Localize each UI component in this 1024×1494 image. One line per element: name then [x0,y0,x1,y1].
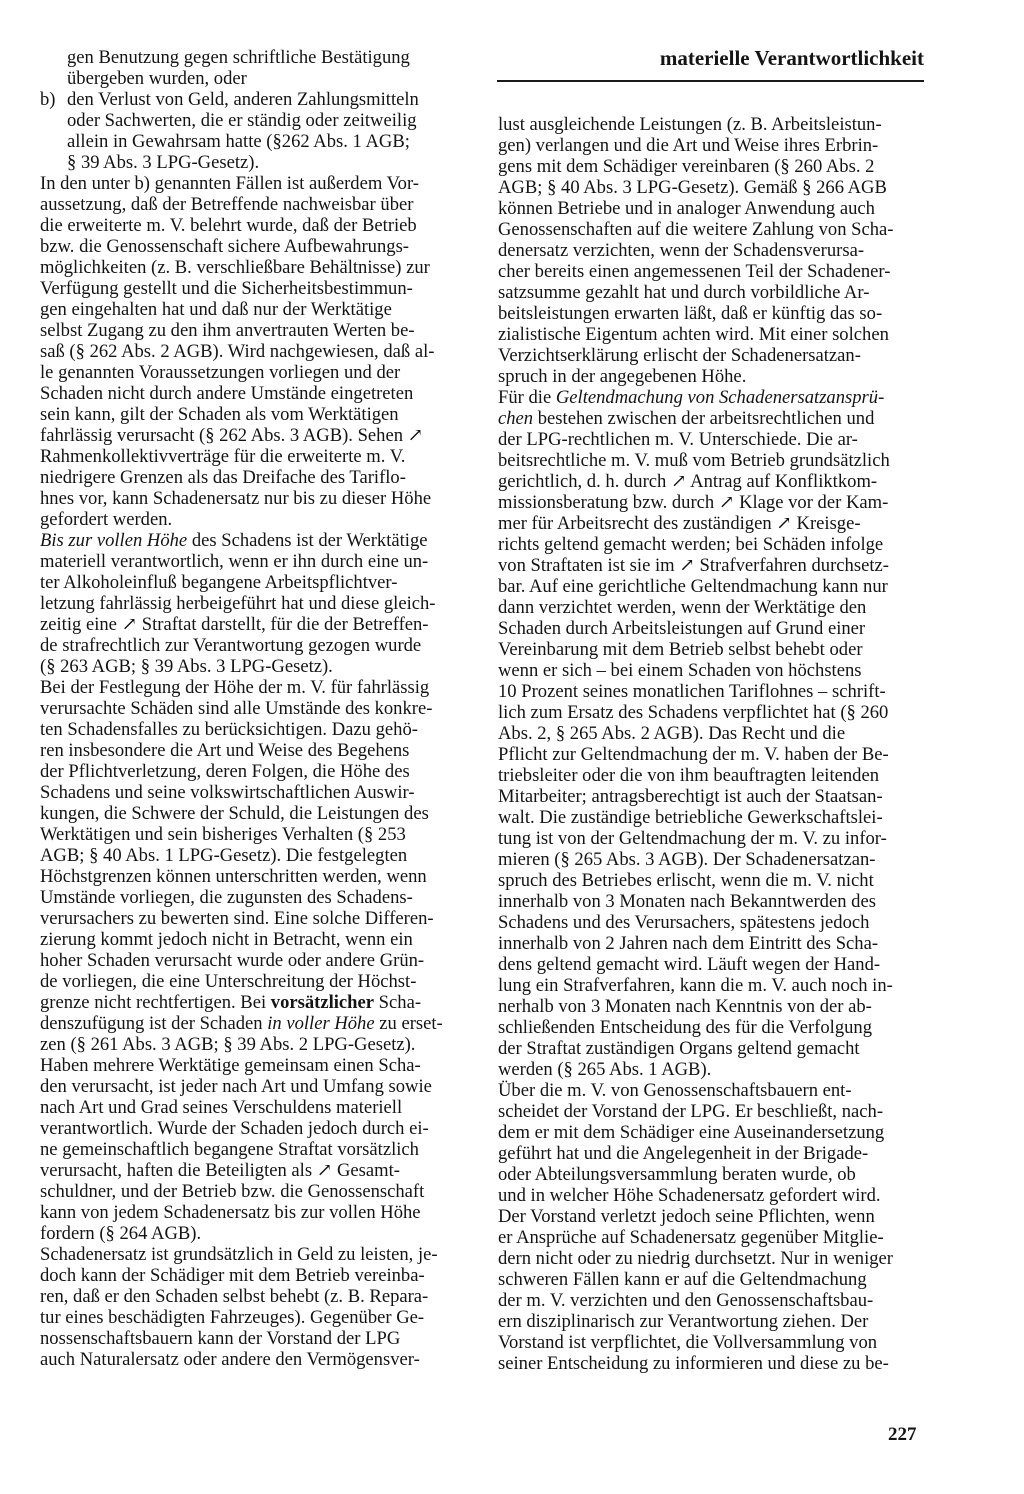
text-line: walt. Die zuständige betriebliche Gewerkschaftslei- [498,807,883,828]
text-line: ter Alkoholeinfluß begangene Arbeitspflichtver- [40,572,398,593]
text-line: gen Benutzung gegen schriftliche Bestätigung [67,47,410,68]
text-line: § 39 Abs. 3 LPG-Gesetz). [67,152,260,173]
text-line: tung ist von der Geltendmachung der m. V. zu infor- [498,828,887,849]
text-line: möglichkeiten (z. B. verschließbare Behältnisse) zur [40,257,430,278]
text-line: ne gemeinschaftlich begangene Straftat vorsätzlich [40,1139,419,1160]
term-claims-end: chen [498,408,534,429]
text-line: Höchstgrenzen können unterschritten werden, wenn [40,866,427,887]
text-run: des Schadens ist der Werktätige [187,530,428,551]
text-line: ern disziplinarisch zur Verantwortung ziehen. Der [498,1311,869,1332]
text-line: richts geltend gemacht werden; bei Schäden infolge [498,534,884,555]
text-line: tur eines beschädigten Fahrzeuges). Gegenüber Ge- [40,1307,425,1328]
text-line: zialistische Eigentum achten wird. Mit einer solchen [498,324,889,345]
text-line: zierung kommt jedoch nicht in Betracht, wenn ein [40,929,413,950]
text-line: Genossenschaften auf die weitere Zahlung von Scha- [498,219,894,240]
paragraph-full-amount [40,530,472,677]
paragraph-full-amount-lines [40,551,472,677]
text-line: (§ 263 AGB; § 39 Abs. 3 LPG-Gesetz). [40,656,333,677]
paragraph-determination-line-c [40,1013,472,1034]
term-claims: Geltendmachung von Schadenersatzansprü- [555,387,885,408]
text-line: ten Schadensfalles zu berücksichtigen. Dazu gehö- [40,719,418,740]
paragraph-full-amount-first-line [40,530,472,551]
text-line: bar. Auf eine gerichtliche Geltendmachung kann nur [498,576,888,597]
text-line: nossenschaftsbauern kann der Vorstand der LPG [40,1328,401,1349]
text-line: saß (§ 262 Abs. 2 AGB). Wird nachgewiesen, daß al- [40,341,435,362]
text-line: ren insbesondere die Art und Weise des Begehens [40,740,410,761]
text-line: der m. V. verzichten und den Genossenschaftsbau- [498,1290,874,1311]
text-line: Der Vorstand verletzt jedoch seine Pflichten, wenn [498,1206,875,1227]
text-line: Abs. 2, § 265 Abs. 2 AGB). Das Recht und die [498,723,846,744]
text-line: letzung fahrlässig herbeigeführt hat und diese gleich- [40,593,436,614]
text-line: niedrigere Grenzen als das Dreifache des Tariflo- [40,467,406,488]
paragraph-continued [498,114,926,387]
text-line: de vorliegen, die eine Unterschreitung der Höchst- [40,971,417,992]
text-line: aussetzung, daß der Betreffende nachweisbar über [40,194,414,215]
text-line: er Ansprüche auf Schadenersatz gegenüber Mitglie- [498,1227,884,1248]
text-line: AGB; § 40 Abs. 1 LPG-Gesetz). Die festgelegten [40,845,408,866]
text-run: bestehen zwischen der arbeitsrechtlichen und [533,408,875,429]
text-line: Über die m. V. von Genossenschaftsbauern ent- [498,1080,852,1101]
text-line: gefordert werden. [40,509,173,530]
text-line: verursachte Schäden sind alle Umstände des konkre- [40,698,433,719]
paragraph-claims-first-line [498,387,926,408]
text-line: oder Abteilungsversammlung beraten wurde, ob [498,1164,856,1185]
text-run: Für die [498,387,556,408]
text-line: die erweiterte m. V. belehrt wurde, daß der Betrieb [40,215,417,236]
text-line: der LPG-rechtlichen m. V. Unterschiede. Die ar- [498,429,858,450]
text-line: le genannten Voraussetzungen vorliegen und der [40,362,401,383]
text-line: 10 Prozent seines monatlichen Tariflohnes – schrift- [498,681,886,702]
text-line: oder Sachwerten, die er ständig oder zeitweilig [67,110,417,131]
text-line: triebsleiter oder die von ihm beauftragten leitenden [498,765,880,786]
text-line: nerhalb von 3 Monaten nach Kenntnis von der ab- [498,996,872,1017]
text-line: werden (§ 265 Abs. 1 AGB). [498,1059,712,1080]
paragraph-claims-second-line [498,408,926,429]
text-line: mieren (§ 265 Abs. 3 AGB). Der Schadenersatzan- [498,849,876,870]
text-line: Haben mehrere Werktätige gemeinsam einen Scha- [40,1055,421,1076]
text-line: sein kann, gilt der Schaden als vom Werktätigen [40,404,399,425]
text-line: den verursacht, ist jeder nach Art und Umfang sowie [40,1076,432,1097]
text-line: gen eingehalten hat und daß nur der Werktätige [40,299,392,320]
text-line: Bei der Festlegung der Höhe der m. V. für fahrlässig [40,677,430,698]
text-line: innerhalb von 3 Monaten nach Bekanntwerden des [498,891,876,912]
text-line: schuldner, und der Betrieb bzw. die Genossenschaft [40,1181,425,1202]
text-line: Schadens und des Verursachers, spätestens jedoch [498,912,870,933]
text-line: nach Art und Grad seines Verschuldens materiell [40,1097,403,1118]
running-head: materielle Verantwortlichkeit [659,46,924,70]
paragraph-claims [498,387,926,1080]
paragraph-determination-line-d: zen (§ 261 Abs. 3 AGB; § 39 Abs. 2 LPG-Gesetz). [40,1034,416,1055]
text-line: Umstände vorliegen, die zugunsten des Schadens- [40,887,413,908]
paragraph-joint-liability [40,1055,472,1244]
paragraph-claims-lines [498,429,926,1080]
text-line: der Straftat zuständigen Organs geltend gemacht [498,1038,860,1059]
text-line: Vereinbarung mit dem Betrieb selbst behebt oder [498,639,863,660]
text-line: können Betriebe und in analoger Anwendung auch [498,198,875,219]
text-line: mer für Arbeitsrecht des zuständigen ↗ Kreisge- [498,513,861,534]
list-item-b-text [67,89,419,173]
text-line: Pflicht zur Geltendmachung der m. V. haben der Be- [498,744,889,765]
text-line: verantwortlich. Wurde der Schaden jedoch durch ei- [40,1118,429,1139]
list-item-b [40,89,472,173]
right-column [498,114,926,1374]
page-number: 227 [888,1424,917,1445]
text-line: denersatz verzichten, wenn der Schadensverursa- [498,240,865,261]
text-line: hoher Schaden verursacht wurde oder andere Grün- [40,950,425,971]
text-line: von Straftaten ist sie im ↗ Strafverfahren durchsetz- [498,555,889,576]
text-line: kungen, die Schwere der Schuld, die Leistungen des [40,803,429,824]
text-run: grenze nicht rechtfertigen. Bei [40,992,271,1013]
text-line: spruch in der angegebenen Höhe. [498,366,747,387]
text-line: dens geltend gemacht wird. Läuft wegen der Hand- [498,954,881,975]
text-line: materiell verantwortlich, wenn er ihn durch eine un- [40,551,429,572]
text-line: Verzichtserklärung erlischt der Schadenersatzan- [498,345,861,366]
header-rule [497,80,924,82]
text-line: In den unter b) genannten Fällen ist außerdem Vor- [40,173,419,194]
text-line: bzw. die Genossenschaft sichere Aufbewahrungs- [40,236,409,257]
text-line: schließenden Entscheidung des für die Verfolgung [498,1017,873,1038]
list-marker-b: b) [40,89,56,110]
text-run: zu erset- [374,1013,443,1034]
text-line: satzsumme gezahlt hat und durch vorbildliche Ar- [498,282,870,303]
term-intentional: vorsätzlicher [270,992,375,1013]
paragraph-cooperative [498,1080,926,1374]
text-line: Verfügung gestellt und die Sicherheitsbestimmun- [40,278,413,299]
paragraph-condition [40,173,472,530]
paragraph-determination [40,677,472,1055]
text-line: dann verzichtet werden, wenn der Werktätige den [498,597,867,618]
item-a-continued [40,47,472,89]
text-line: allein in Gewahrsam hatte (§262 Abs. 1 AGB; [67,131,410,152]
text-line: lung ein Strafverfahren, kann die m. V. auch noch in- [498,975,893,996]
text-line: Schadenersatz ist grundsätzlich in Geld zu leisten, je- [40,1244,438,1265]
paragraph-money [40,1244,472,1370]
text-line: gerichtlich, d. h. durch ↗ Antrag auf Konfliktkom- [498,471,878,492]
text-line: fordern (§ 264 AGB). [40,1223,202,1244]
text-line: der Pflichtverletzung, deren Folgen, die Höhe des [40,761,410,782]
text-line: schweren Fällen kann er auf die Geltendmachung [498,1269,867,1290]
term-full-amount: Bis zur vollen Höhe [40,530,188,551]
text-line: AGB; § 40 Abs. 3 LPG-Gesetz). Gemäß § 266 AGB [498,177,887,198]
text-line: gens mit dem Schädiger vereinbaren (§ 260 Abs. 2 [498,156,875,177]
left-column [40,47,472,1370]
text-line: lich zum Ersatz des Schadens verpflichtet hat (§ 260 [498,702,889,723]
text-line: dern nicht oder zu niedrig durchsetzt. Nur in weniger [498,1248,893,1269]
text-line: doch kann der Schädiger mit dem Betrieb vereinba- [40,1265,425,1286]
text-line: verursacht, haften die Beteiligten als ↗ Gesamt- [40,1160,400,1181]
text-line: dem er mit dem Schädiger eine Auseinandersetzung [498,1122,885,1143]
text-line: Schaden durch Arbeitsleistungen auf Grund einer [498,618,866,639]
text-line: cher bereits einen angemessenen Teil der Schadener- [498,261,891,282]
text-line: auch Naturalersatz oder andere den Vermögensver- [40,1349,420,1370]
text-line: und in welcher Höhe Schadenersatz gefordert wird. [498,1185,881,1206]
text-line: spruch des Betriebes erlischt, wenn die m. V. nicht [498,870,874,891]
text-line: hnes vor, kann Schadenersatz nur bis zu dieser Höhe [40,488,432,509]
text-line: seiner Entscheidung zu informieren und diese zu be- [498,1353,889,1374]
text-line: beitsleistungen erwarten läßt, daß er künftig das so- [498,303,883,324]
text-line: ren, daß er den Schaden selbst behebt (z. B. Repara- [40,1286,429,1307]
term-in-full: in voller Höhe [267,1013,375,1034]
text-line: kann von jedem Schadenersatz bis zur vollen Höhe [40,1202,421,1223]
text-line: lust ausgleichende Leistungen (z. B. Arbeitsleistun- [498,114,882,135]
text-line: Rahmenkollektivverträge für die erweiterte m. V. [40,446,406,467]
text-line: selbst Zugang zu den ihm anvertrauten Werten be- [40,320,415,341]
text-line: Werktätigen und sein bisheriges Verhalten (§ 253 [40,824,406,845]
text-line: Mitarbeiter; antragsberechtigt ist auch der Staatsan- [498,786,883,807]
text-run: denszufügung ist der Schaden [40,1013,268,1034]
text-line: beitsrechtliche m. V. muß vom Betrieb grundsätzlich [498,450,890,471]
text-line: missionsberatung bzw. durch ↗ Klage vor der Kam- [498,492,889,513]
text-line: wenn er sich – bei einem Schaden von höchstens [498,660,862,681]
text-line: zeitig eine ↗ Straftat darstellt, für die der Betreffen- [40,614,429,635]
text-line: de strafrechtlich zur Verantwortung gezogen wurde [40,635,422,656]
text-line: geführt hat und die Angelegenheit in der Brigade- [498,1143,869,1164]
text-line: den Verlust von Geld, anderen Zahlungsmitteln [67,89,419,110]
text-line: Schadens und seine volkswirtschaftlichen Auswir- [40,782,415,803]
text-line: scheidet der Vorstand der LPG. Er beschließt, nach- [498,1101,884,1122]
text-line: verursachers zu bewerten sind. Eine solche Differen- [40,908,434,929]
text-line: Vorstand ist verpflichtet, die Vollversammlung von [498,1332,878,1353]
paragraph-determination-lines [40,677,472,992]
text-run: Scha- [374,992,422,1013]
text-line: fahrlässig verursacht (§ 262 Abs. 3 AGB). Sehen ↗ [40,425,424,446]
text-line: Schaden nicht durch andere Umstände eingetreten [40,383,414,404]
paragraph-determination-line-b [40,992,472,1013]
text-line: übergeben wurden, oder [67,68,247,89]
text-line: gen) verlangen und die Art und Weise ihres Erbrin- [498,135,879,156]
text-line: innerhalb von 2 Jahren nach dem Eintritt des Scha- [498,933,879,954]
